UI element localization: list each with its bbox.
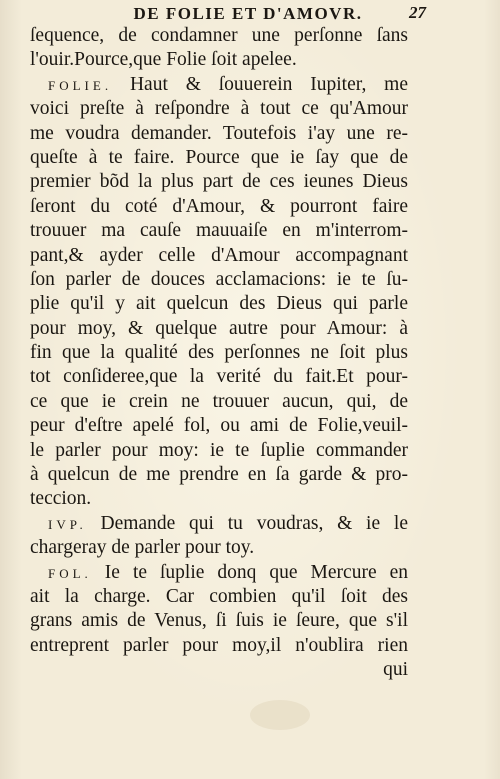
line-text: Demande qui tu voudras, & ie le	[86, 512, 408, 534]
line-text: le parler pour moy: ie te ſuplie commander	[30, 439, 408, 461]
text-line	[30, 341, 408, 365]
line-text: ait la charge. Car combien qu'il ſoit des	[30, 585, 408, 607]
text-line	[30, 561, 408, 585]
paper-stain	[250, 700, 310, 730]
line-text: pour moy, & quelque autre pour Amour: à	[30, 317, 408, 339]
line-text: teccion.	[30, 488, 92, 510]
line-text: tot conſideree,que la verité du fait.Et pour-	[30, 366, 408, 388]
text-block	[30, 24, 408, 683]
line-text: l'ouir.Pource,que Folie ſoit apelee.	[30, 49, 297, 71]
text-line	[30, 634, 408, 658]
page-number: 27	[409, 3, 426, 22]
text-line	[30, 292, 408, 316]
text-line	[30, 195, 408, 219]
speaker-label: IVP.	[48, 516, 87, 532]
line-text: à quelcun de me prendre en ſa garde & pro-	[30, 464, 408, 486]
line-text: ſeront du coté d'Amour, & pourront faire	[30, 195, 408, 217]
text-line	[30, 48, 408, 72]
line-text: Haut & ſouuerein Iupiter, me	[112, 73, 408, 95]
line-text: me voudra demander. Toutefois i'ay une re-	[30, 122, 408, 144]
line-text: entreprent parler pour moy,il n'oublira rien	[30, 634, 408, 656]
line-text: chargeray de parler pour toy.	[30, 537, 255, 559]
text-line	[30, 317, 408, 341]
text-line	[30, 73, 408, 97]
line-text: pant,& ayder celle d'Amour accompagnant	[30, 244, 408, 266]
text-line	[30, 585, 408, 609]
text-line	[30, 219, 408, 243]
text-line	[30, 170, 408, 194]
speaker-label: FOLIE.	[48, 77, 113, 93]
line-text: trouuer ma cauſe mauuaiſe en m'interrom-	[30, 220, 408, 242]
text-line	[30, 609, 408, 633]
text-line	[30, 439, 408, 463]
text-line	[30, 414, 408, 438]
text-line	[30, 122, 408, 146]
running-title: DE FOLIE ET D'AMOVR.	[133, 4, 363, 23]
line-text: ſequence, de condamner une perſonne ſans	[30, 25, 408, 46]
speaker-label: FOL.	[48, 565, 92, 581]
text-line	[30, 365, 408, 389]
text-line	[30, 268, 408, 292]
text-line	[30, 390, 408, 414]
line-text: grans amis de Venus, ſi ſuis ie ſeure, que s'il	[30, 610, 408, 632]
line-text: premier bõd la plus part de ces ieunes Dieus	[30, 171, 408, 193]
line-text: fin que la qualité des perſonnes ne ſoit plus	[30, 342, 408, 364]
line-text: plie qu'il y ait quelcun des Dieus qui parle	[30, 293, 408, 315]
text-line	[30, 244, 408, 268]
text-line	[30, 536, 408, 560]
text-line	[30, 463, 408, 487]
text-line	[30, 24, 408, 48]
line-text: peur d'eſtre apelé fol, ou ami de Folie,veuil-	[30, 415, 408, 437]
line-text: queſte à te faire. Pource que ie ſay que de	[30, 146, 408, 168]
line-text: ce que ie crein ne trouuer aucun, qui, de	[30, 390, 408, 412]
line-text: ſon parler de douces acclamacions: ie te ſu-	[30, 268, 408, 290]
text-line	[30, 146, 408, 170]
line-text: Ie te ſuplie donq que Mercure en	[91, 561, 408, 583]
line-text: voici preſte à reſpondre à tout ce qu'Amour	[30, 98, 408, 120]
text-line	[30, 97, 408, 121]
catchword: qui	[383, 659, 408, 681]
text-line	[30, 487, 408, 511]
text-line	[30, 512, 408, 536]
